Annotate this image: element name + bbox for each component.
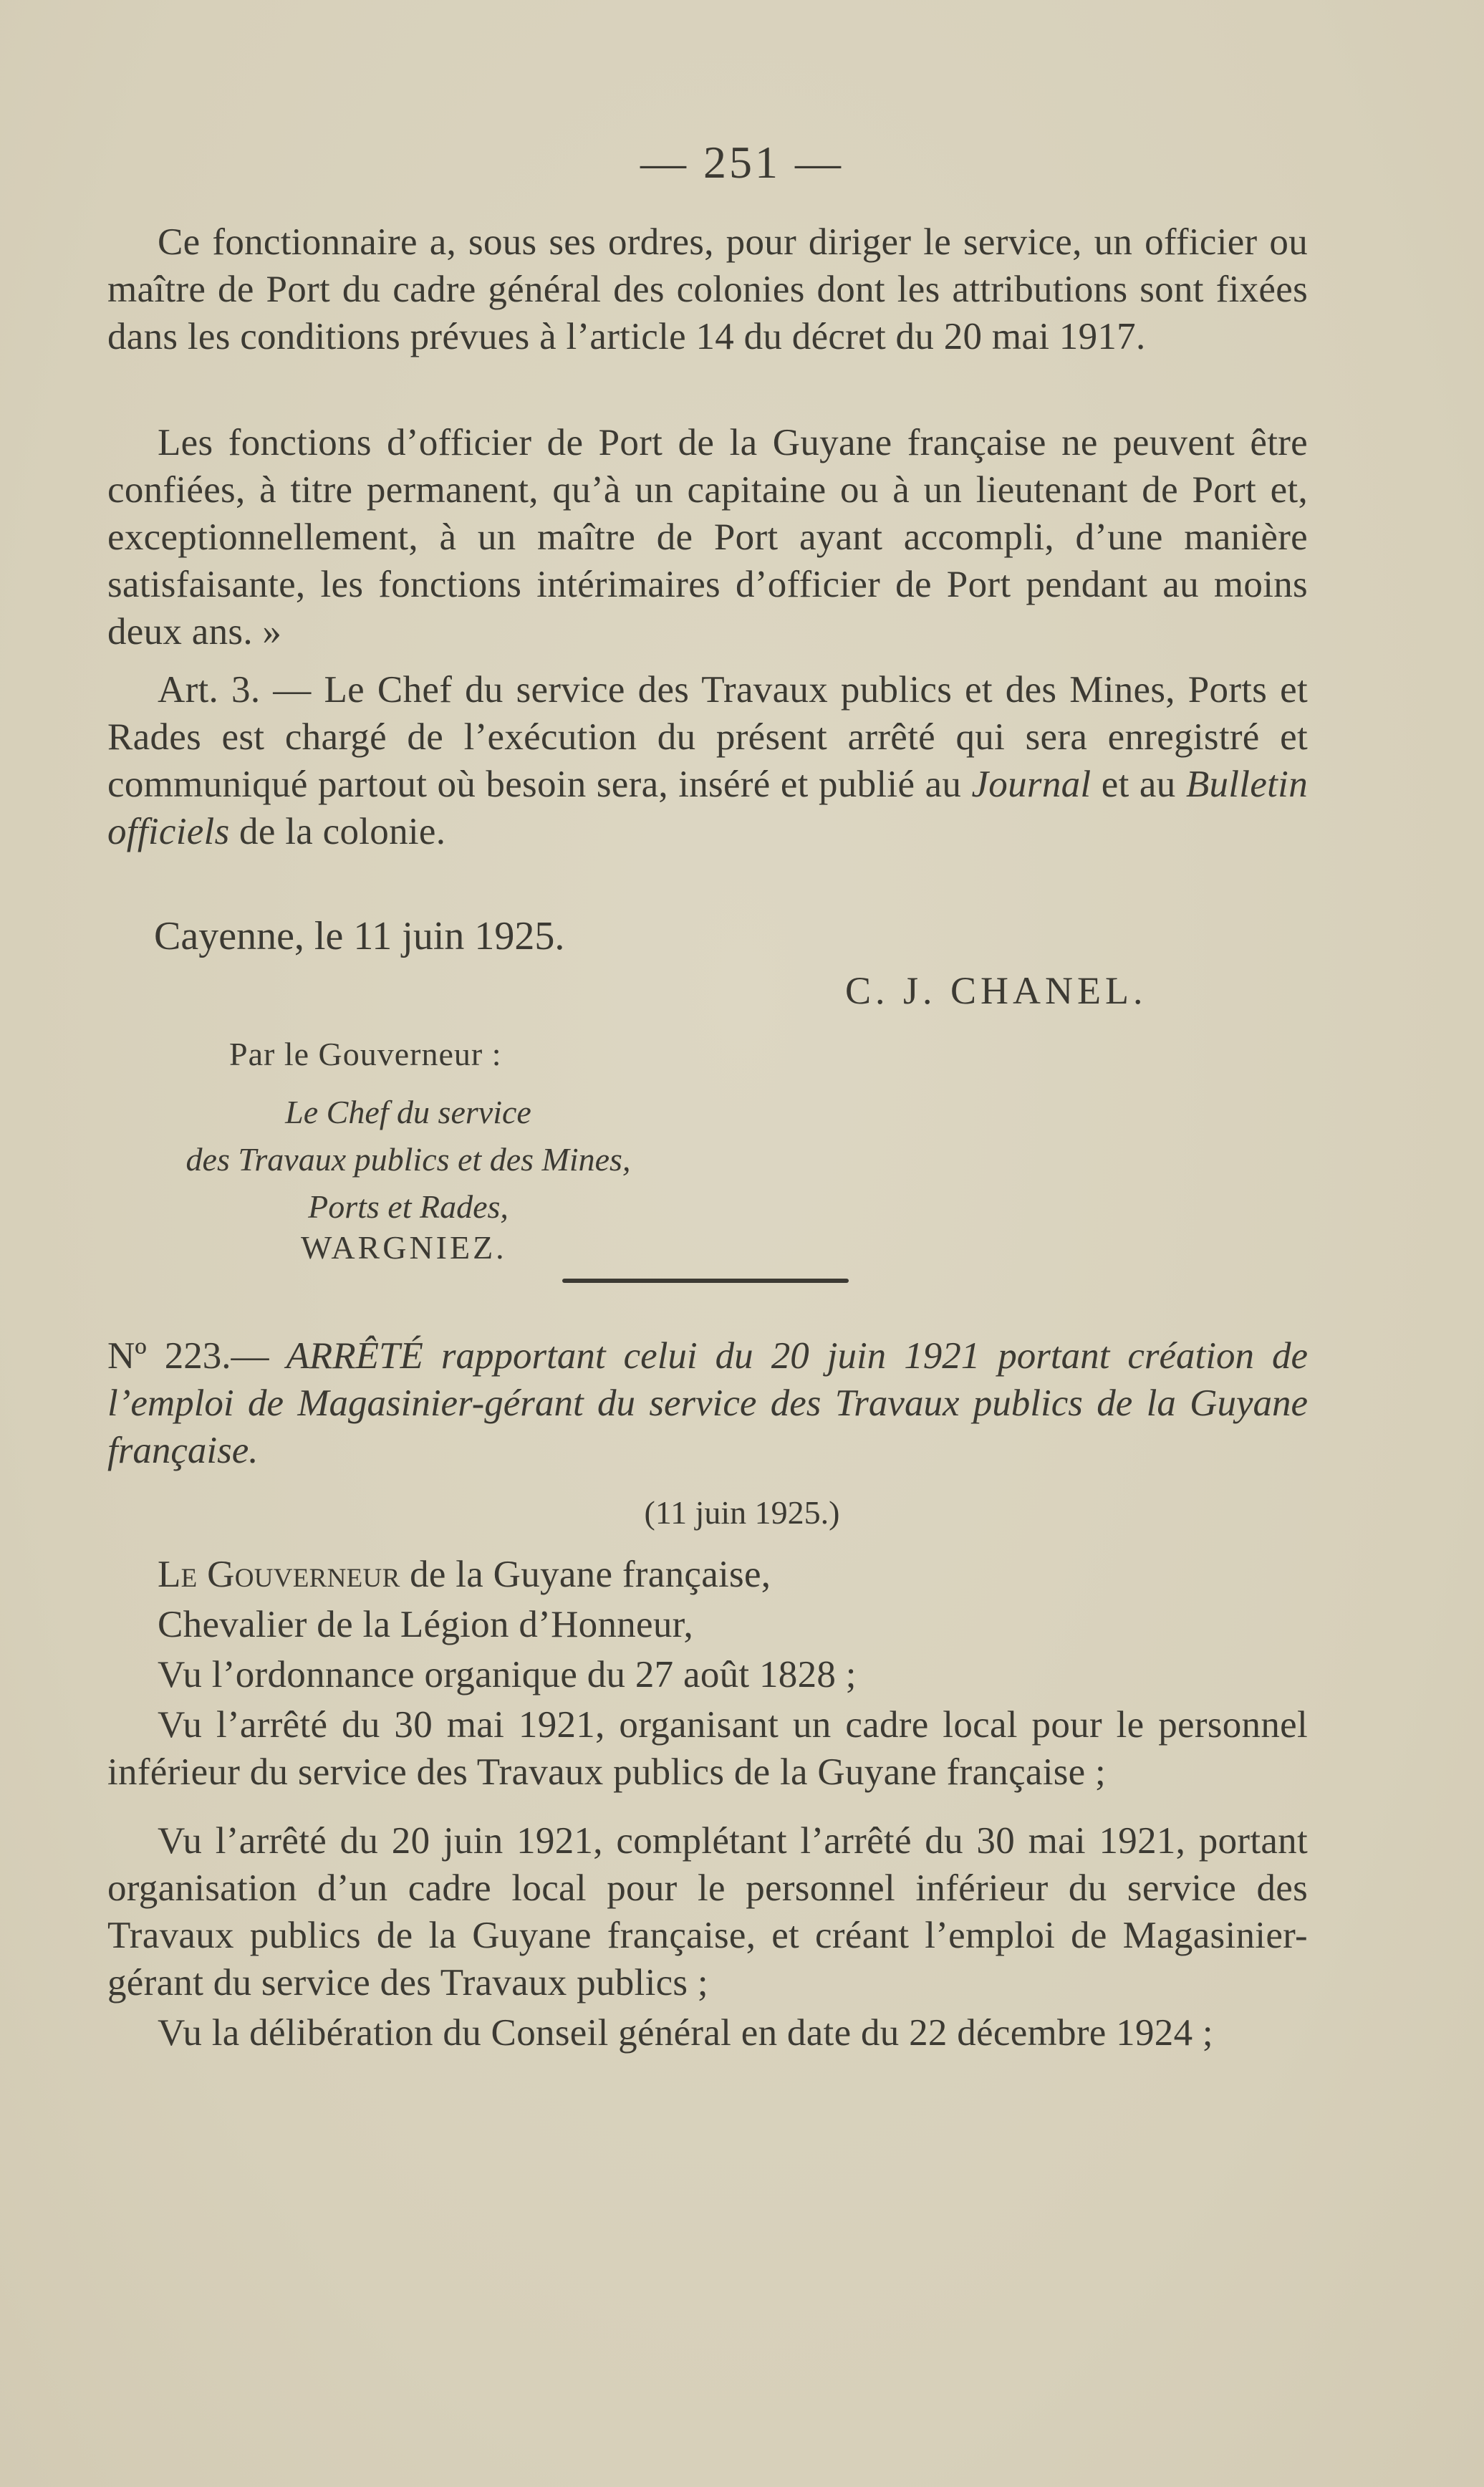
- par-le-gouverneur: Par le Gouverneur :: [229, 1036, 502, 1072]
- paragraph-officier: [107, 218, 1308, 360]
- paragraph-text: [107, 666, 1308, 855]
- decree-body: [107, 1551, 1308, 2057]
- decree-date: (11 juin 1925.): [644, 1494, 840, 1531]
- closing-date: Cayenne, le 11 juin 1925.: [154, 914, 565, 958]
- gouverneur-line: [107, 1551, 1308, 1598]
- chef-line: Ports et Rades,: [308, 1188, 509, 1225]
- chevalier-line: Chevalier de la Légion d’Honneur,: [158, 1604, 694, 1645]
- decree-number: Nº 223.—: [107, 1335, 269, 1377]
- signer-name: C. J. CHANEL.: [845, 969, 1147, 1012]
- chef-line: des Travaux publics et des Mines,: [186, 1141, 631, 1178]
- article-text: Art. 3. — Le Chef du service des Travaux publics et des Mines, Ports et Rades est chargé de l’exécution du présent arrêté qui sera enregistré et communiqué partout où besoin sera, inséré et publié au: [107, 669, 1308, 805]
- decree-heading: [107, 1332, 1308, 1474]
- journal-title: Journal: [971, 764, 1092, 805]
- gouverneur-title: Le Gouverneur: [158, 1554, 400, 1595]
- vu-arrete-30-mai: Vu l’arrêté du 30 mai 1921, organisant un cadre local pour le personnel inférieur du service des Travaux publics de la Guyane française ;: [107, 1704, 1308, 1793]
- vu-deliberation: Vu la délibération du Conseil général en date du 22 décembre 1924 ;: [158, 2012, 1213, 2054]
- paragraph-text: Les fonctions d’officier de Port de la Guyane française ne peuvent être confiées, à titre permanent, qu’à un capitaine ou à un lieutenant de Port et, exceptionnellement, à un maître de Port ayant accompli, d’une manière satisfaisante, les fonctions intérimaires d’officier de Port pendant au moins deux ans. »: [107, 422, 1308, 653]
- gouverneur-rest: de la Guyane française,: [400, 1554, 771, 1595]
- article-text: et au: [1091, 764, 1186, 805]
- paragraph-fonctions: [107, 419, 1308, 655]
- paragraph-article-3: [107, 666, 1308, 855]
- chef-name: WARGNIEZ.: [301, 1229, 507, 1266]
- chef-line: Le Chef du service: [285, 1094, 531, 1130]
- vu-arrete-20-juin: Vu l’arrêté du 20 juin 1921, complétant l’arrêté du 30 mai 1921, portant organisation d’un cadre local pour le personnel inférieur du service des Travaux publics de la Guyane française, et créant l’emploi de Magasinier-gérant du service des Travaux publics ;: [107, 1820, 1308, 2003]
- paragraph-text: Ce fonctionnaire a, sous ses ordres, pour diriger le service, un officier ou maître de Port du cadre général des colonies dont les attributions sont fixées dans les conditions prévues à l’article 14 du décret du 20 mai 1917.: [107, 221, 1308, 357]
- separator-rule: [562, 1279, 849, 1283]
- page-number: — 251 —: [640, 137, 844, 188]
- bulletin-title: Bulletin officiels: [107, 764, 1309, 852]
- article-text: de la colonie.: [229, 811, 446, 852]
- chef-service-block: [100, 1089, 716, 1231]
- vu-ordonnance: Vu l’ordonnance organique du 27 août 1828 ;: [158, 1654, 857, 1695]
- decree-title: ARRÊTÉ rapportant celui du 20 juin 1921 portant création de l’emploi de Magasinier-gérant du service des Travaux publics de la Guyane française.: [107, 1335, 1308, 1471]
- decree-title-para: [107, 1332, 1308, 1474]
